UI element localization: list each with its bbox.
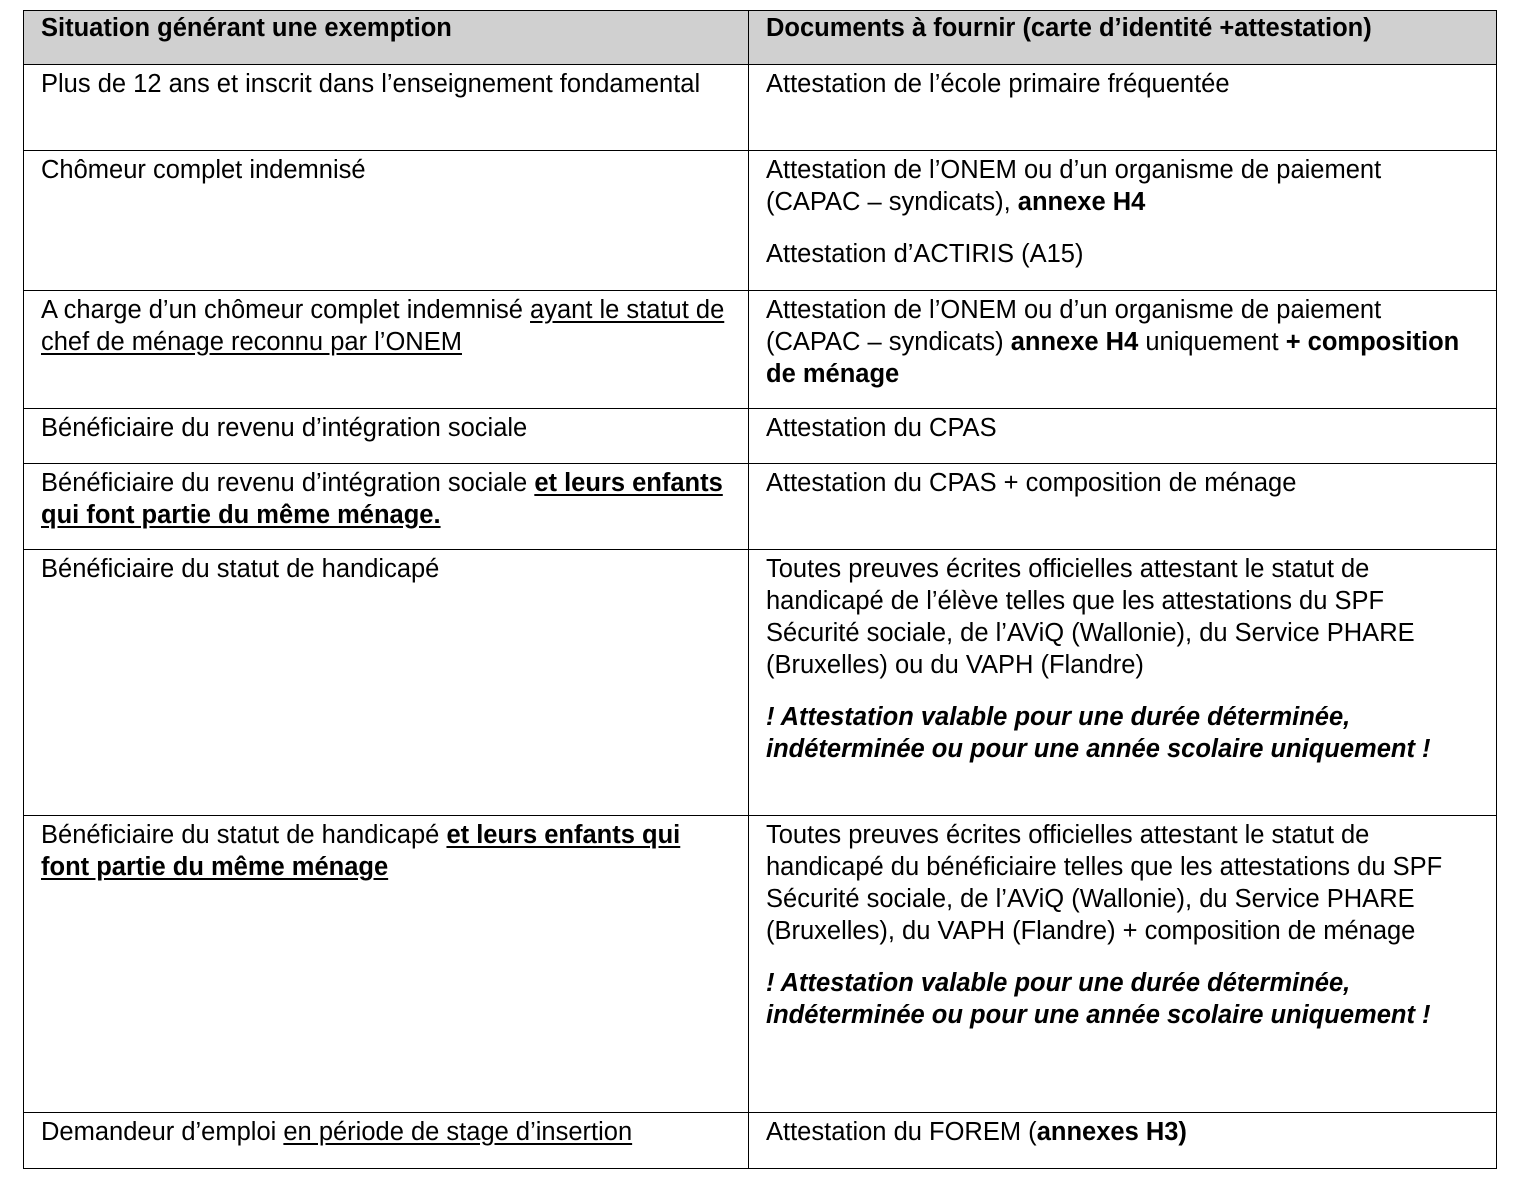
documents-bold-part: annexes H3): [1036, 1118, 1187, 1146]
documents-text: Toutes preuves écrites officielles attestant le statut de handicapé de l’élève telles que les attestations du SPF Sécurité sociale, de l’AViQ (Wallonie), du Service PHARE (Bruxelles) ou du VAPH (Flandre): [766, 555, 1415, 679]
table-row: [24, 291, 1497, 409]
documents-text: Attestation du CPAS: [766, 414, 997, 442]
situation-text: [41, 1116, 732, 1148]
situation-underlined-part: ayant le statut de chef de ménage reconnu par l’ONEM: [41, 296, 725, 356]
table-row: [24, 1113, 1497, 1169]
situation-bold-underlined-part: et leurs enfants qui font partie du même ménage: [41, 821, 681, 881]
documents-bold-part: + composition de ménage: [766, 328, 1460, 388]
situation-text-part: Bénéficiaire du statut de handicapé: [41, 821, 447, 849]
header-documents: Documents à fournir (carte d’identité +attestation): [749, 11, 1497, 65]
situation-text: [41, 294, 732, 358]
documents-cell: [749, 550, 1497, 816]
header-situation: Situation générant une exemption: [24, 11, 749, 65]
situation-cell: [24, 816, 749, 1113]
documents-bold-part: annexe H4: [1017, 188, 1146, 216]
documents-text-part: Attestation du FOREM (: [766, 1118, 1037, 1146]
situation-text: Chômeur complet indemnisé: [41, 156, 366, 184]
documents-cell: [749, 291, 1497, 409]
situation-cell: [24, 291, 749, 409]
situation-cell: [24, 65, 749, 151]
table-row: [24, 65, 1497, 151]
documents-cell: [749, 1113, 1497, 1169]
situation-text: Bénéficiaire du statut de handicapé: [41, 555, 440, 583]
documents-text: Attestation du CPAS + composition de ménage: [766, 469, 1297, 497]
situation-text: [41, 819, 732, 883]
exemption-table: [23, 10, 1497, 1169]
situation-text-part: Bénéficiaire du revenu d’intégration sociale: [41, 469, 535, 497]
documents-cell: [749, 409, 1497, 464]
table-row: [24, 816, 1497, 1113]
situation-cell: [24, 151, 749, 291]
documents-text: Toutes preuves écrites officielles attestant le statut de handicapé du bénéficiaire telles que les attestations du SPF Sécurité sociale, de l’AViQ (Wallonie), du Service PHARE (Bruxelles), du VAPH (Flandre) + composition de ménage: [766, 821, 1443, 945]
documents-text: [766, 1116, 1480, 1148]
documents-cell: [749, 151, 1497, 291]
situation-cell: [24, 1113, 749, 1169]
situation-text: [41, 467, 732, 531]
situation-text: Bénéficiaire du revenu d’intégration sociale: [41, 414, 528, 442]
table-row: [24, 464, 1497, 550]
table-row: [24, 550, 1497, 816]
documents-cell: [749, 65, 1497, 151]
situation-cell: [24, 409, 749, 464]
situation-text: Plus de 12 ans et inscrit dans l’enseignement fondamental: [41, 70, 701, 98]
situation-bold-underlined-part: et leurs enfants qui font partie du même ménage.: [41, 469, 723, 529]
validity-note: ! Attestation valable pour une durée déterminée, indéterminée ou pour une année scolaire uniquement !: [766, 703, 1431, 763]
table-row: [24, 409, 1497, 464]
documents-text-extra: Attestation d’ACTIRIS (A15): [766, 240, 1084, 268]
situation-text-part: A charge d’un chômeur complet indemnisé: [41, 296, 531, 324]
documents-text: Attestation de l’école primaire fréquentée: [766, 70, 1230, 98]
situation-underlined-part: en période de stage d’insertion: [283, 1118, 633, 1146]
table-header-row: [24, 11, 1497, 65]
documents-cell: [749, 816, 1497, 1113]
documents-text-part: Attestation de l’ONEM ou d’un organisme de paiement (CAPAC – syndicats): [766, 296, 1382, 356]
documents-text-part: Attestation de l’ONEM ou d’un organisme de paiement (CAPAC – syndicats),: [766, 156, 1382, 216]
situation-cell: [24, 550, 749, 816]
documents-text: [766, 154, 1480, 218]
situation-cell: [24, 464, 749, 550]
documents-cell: [749, 464, 1497, 550]
table-row: [24, 151, 1497, 291]
situation-text-part: Demandeur d’emploi: [41, 1118, 284, 1146]
validity-note: ! Attestation valable pour une durée déterminée, indéterminée ou pour une année scolaire uniquement !: [766, 969, 1431, 1029]
documents-text: [766, 294, 1480, 390]
documents-text-part: uniquement: [1138, 328, 1286, 356]
documents-bold-part: annexe H4: [1010, 328, 1139, 356]
